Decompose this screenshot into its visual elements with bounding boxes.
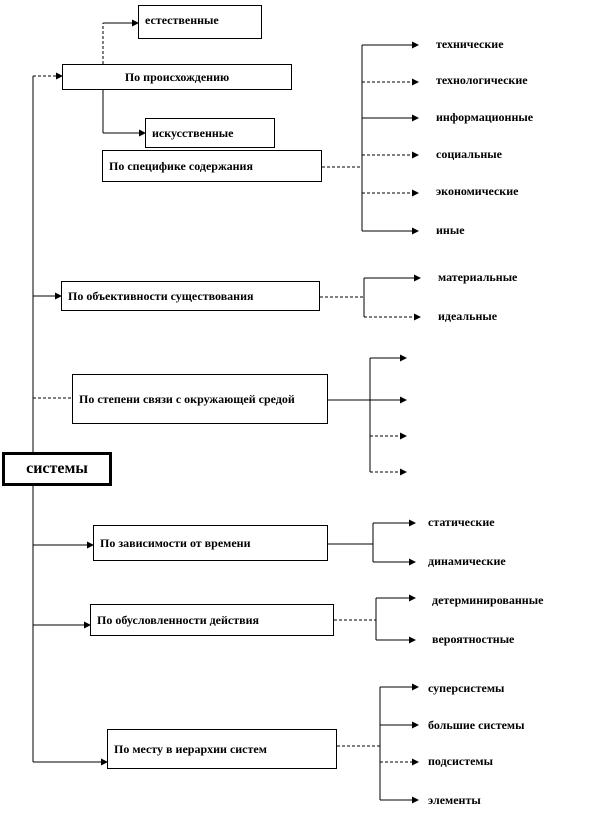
leaf-supersystems: суперсистемы [428, 681, 505, 695]
leaf-social: социальные [436, 147, 502, 161]
leaf-elements: элементы [428, 793, 481, 807]
leaf-large-systems: большие системы [428, 718, 525, 732]
leaf-dynamic: динамические [428, 554, 506, 568]
leaf-deterministic: детерминированные [432, 593, 544, 607]
objectivity-box: По объективности существования [61, 281, 320, 311]
leaf-static: статические [428, 515, 495, 529]
causality-box: По обусловленности действия [90, 604, 334, 636]
leaf-technological: технологические [436, 73, 528, 87]
content-box: По специфике содержания [102, 150, 322, 182]
leaf-probabilistic: вероятностные [432, 632, 515, 646]
leaf-technical: технические [436, 37, 504, 51]
root-node: системы [2, 452, 112, 486]
leaf-economic: экономические [436, 184, 519, 198]
leaf-other: иные [436, 223, 465, 237]
time-box: По зависимости от времени [93, 525, 328, 561]
leaf-subsystems: подсистемы [428, 754, 493, 768]
artificial-box: искусственные [145, 118, 275, 148]
leaf-material: материальные [438, 270, 518, 284]
leaf-informational: информационные [436, 110, 534, 124]
leaf-ideal: идеальные [438, 309, 498, 323]
environment-box: По степени связи с окружающей средой [72, 374, 328, 424]
origin-box: По происхождению [62, 64, 292, 90]
hierarchy-box: По месту в иерархии систем [107, 729, 337, 769]
natural-box: естественные [138, 5, 262, 39]
